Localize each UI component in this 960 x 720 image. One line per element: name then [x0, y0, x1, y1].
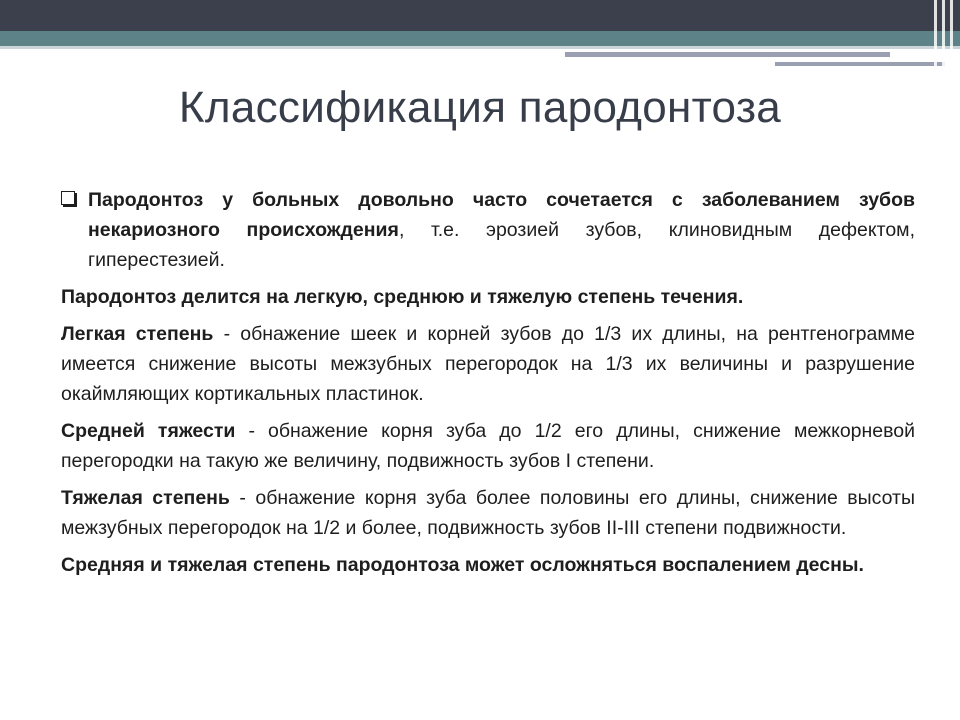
header-thin-line: [0, 46, 960, 49]
paragraph-text: - обнажение корня зуба до 1/2 его длины, снижение межкорневой перегородки на такую же величину, подвижность зубов I степени.: [61, 420, 915, 472]
paragraph-comorbidity: [61, 185, 915, 275]
paragraph-text: , т.е. эрозией зубов, клиновидным дефектом, гиперестезией.: [88, 219, 915, 271]
paragraph-bold-text: Тяжелая степень: [61, 487, 230, 509]
header-corner-stripes: [930, 0, 960, 66]
slide-title: Классификация пародонтоза: [178, 83, 782, 132]
header-dark-bar: [0, 0, 960, 31]
paragraph-severe: [61, 483, 915, 543]
paragraph-bold-text: Пародонтоз у больных довольно часто сочетается с заболеванием зубов некариозного происхождения: [88, 189, 915, 241]
header-accent-line-short: [775, 62, 945, 66]
paragraph-text: - обнажение шеек и корней зубов до 1/3 их длины, на рентгенограмме имеется снижение высоты межзубных перегородок на 1/3 их величины и разрушение окаймляющих кортикальных пластинок.: [61, 323, 915, 405]
paragraph-bold-text: Пародонтоз делится на легкую, среднюю и тяжелую степень течения.: [61, 286, 744, 308]
paragraph-mild: [61, 319, 915, 409]
paragraph-bold-text: Легкая степень: [61, 323, 214, 345]
paragraph-bold-text: Средняя и тяжелая степень пародонтоза может осложняться воспалением десны.: [61, 554, 864, 576]
paragraph-bold-text: Средней тяжести: [61, 420, 236, 442]
paragraph-complication: [61, 550, 915, 580]
paragraph-text: - обнажение корня зуба более половины его длины, снижение высоты межзубных перегородок на 1/2 и более, подвижность зубов II-III степени подвижности.: [61, 487, 916, 539]
paragraph-severity-intro: [61, 282, 915, 312]
paragraph-moderate: [61, 416, 915, 476]
header-teal-bar: [0, 31, 960, 46]
checkbox-bullet-icon: [61, 191, 75, 205]
header-accent-line: [565, 52, 890, 57]
slide-body: [61, 185, 915, 587]
